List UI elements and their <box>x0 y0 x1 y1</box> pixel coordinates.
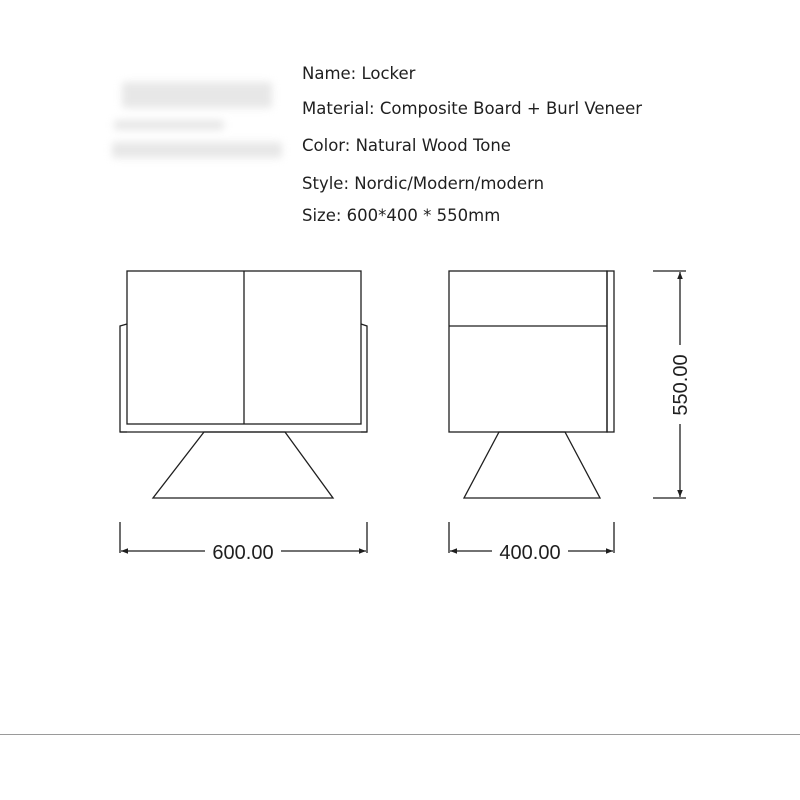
side-back-panel <box>607 271 614 432</box>
front-view <box>120 271 367 498</box>
side-cabinet-body <box>449 271 607 432</box>
height-dimension-label: 550.00 <box>670 354 692 416</box>
footer-divider <box>0 734 800 735</box>
spec-material: Material: Composite Board + Burl Veneer <box>302 99 643 118</box>
side-view <box>449 271 614 498</box>
depth-dimension-label: 400.00 <box>499 542 561 564</box>
width-dimension-label: 600.00 <box>212 542 274 564</box>
front-left-side-panel <box>120 324 127 432</box>
spec-size: Size: 600*400 * 550mm <box>302 206 501 225</box>
spec-name: Name: Locker <box>302 64 416 83</box>
front-pedestal-base <box>153 432 333 498</box>
side-pedestal-base <box>464 432 600 498</box>
front-right-side-panel <box>361 324 367 432</box>
spec-color: Color: Natural Wood Tone <box>302 136 511 155</box>
spec-style: Style: Nordic/Modern/modern <box>302 174 545 193</box>
